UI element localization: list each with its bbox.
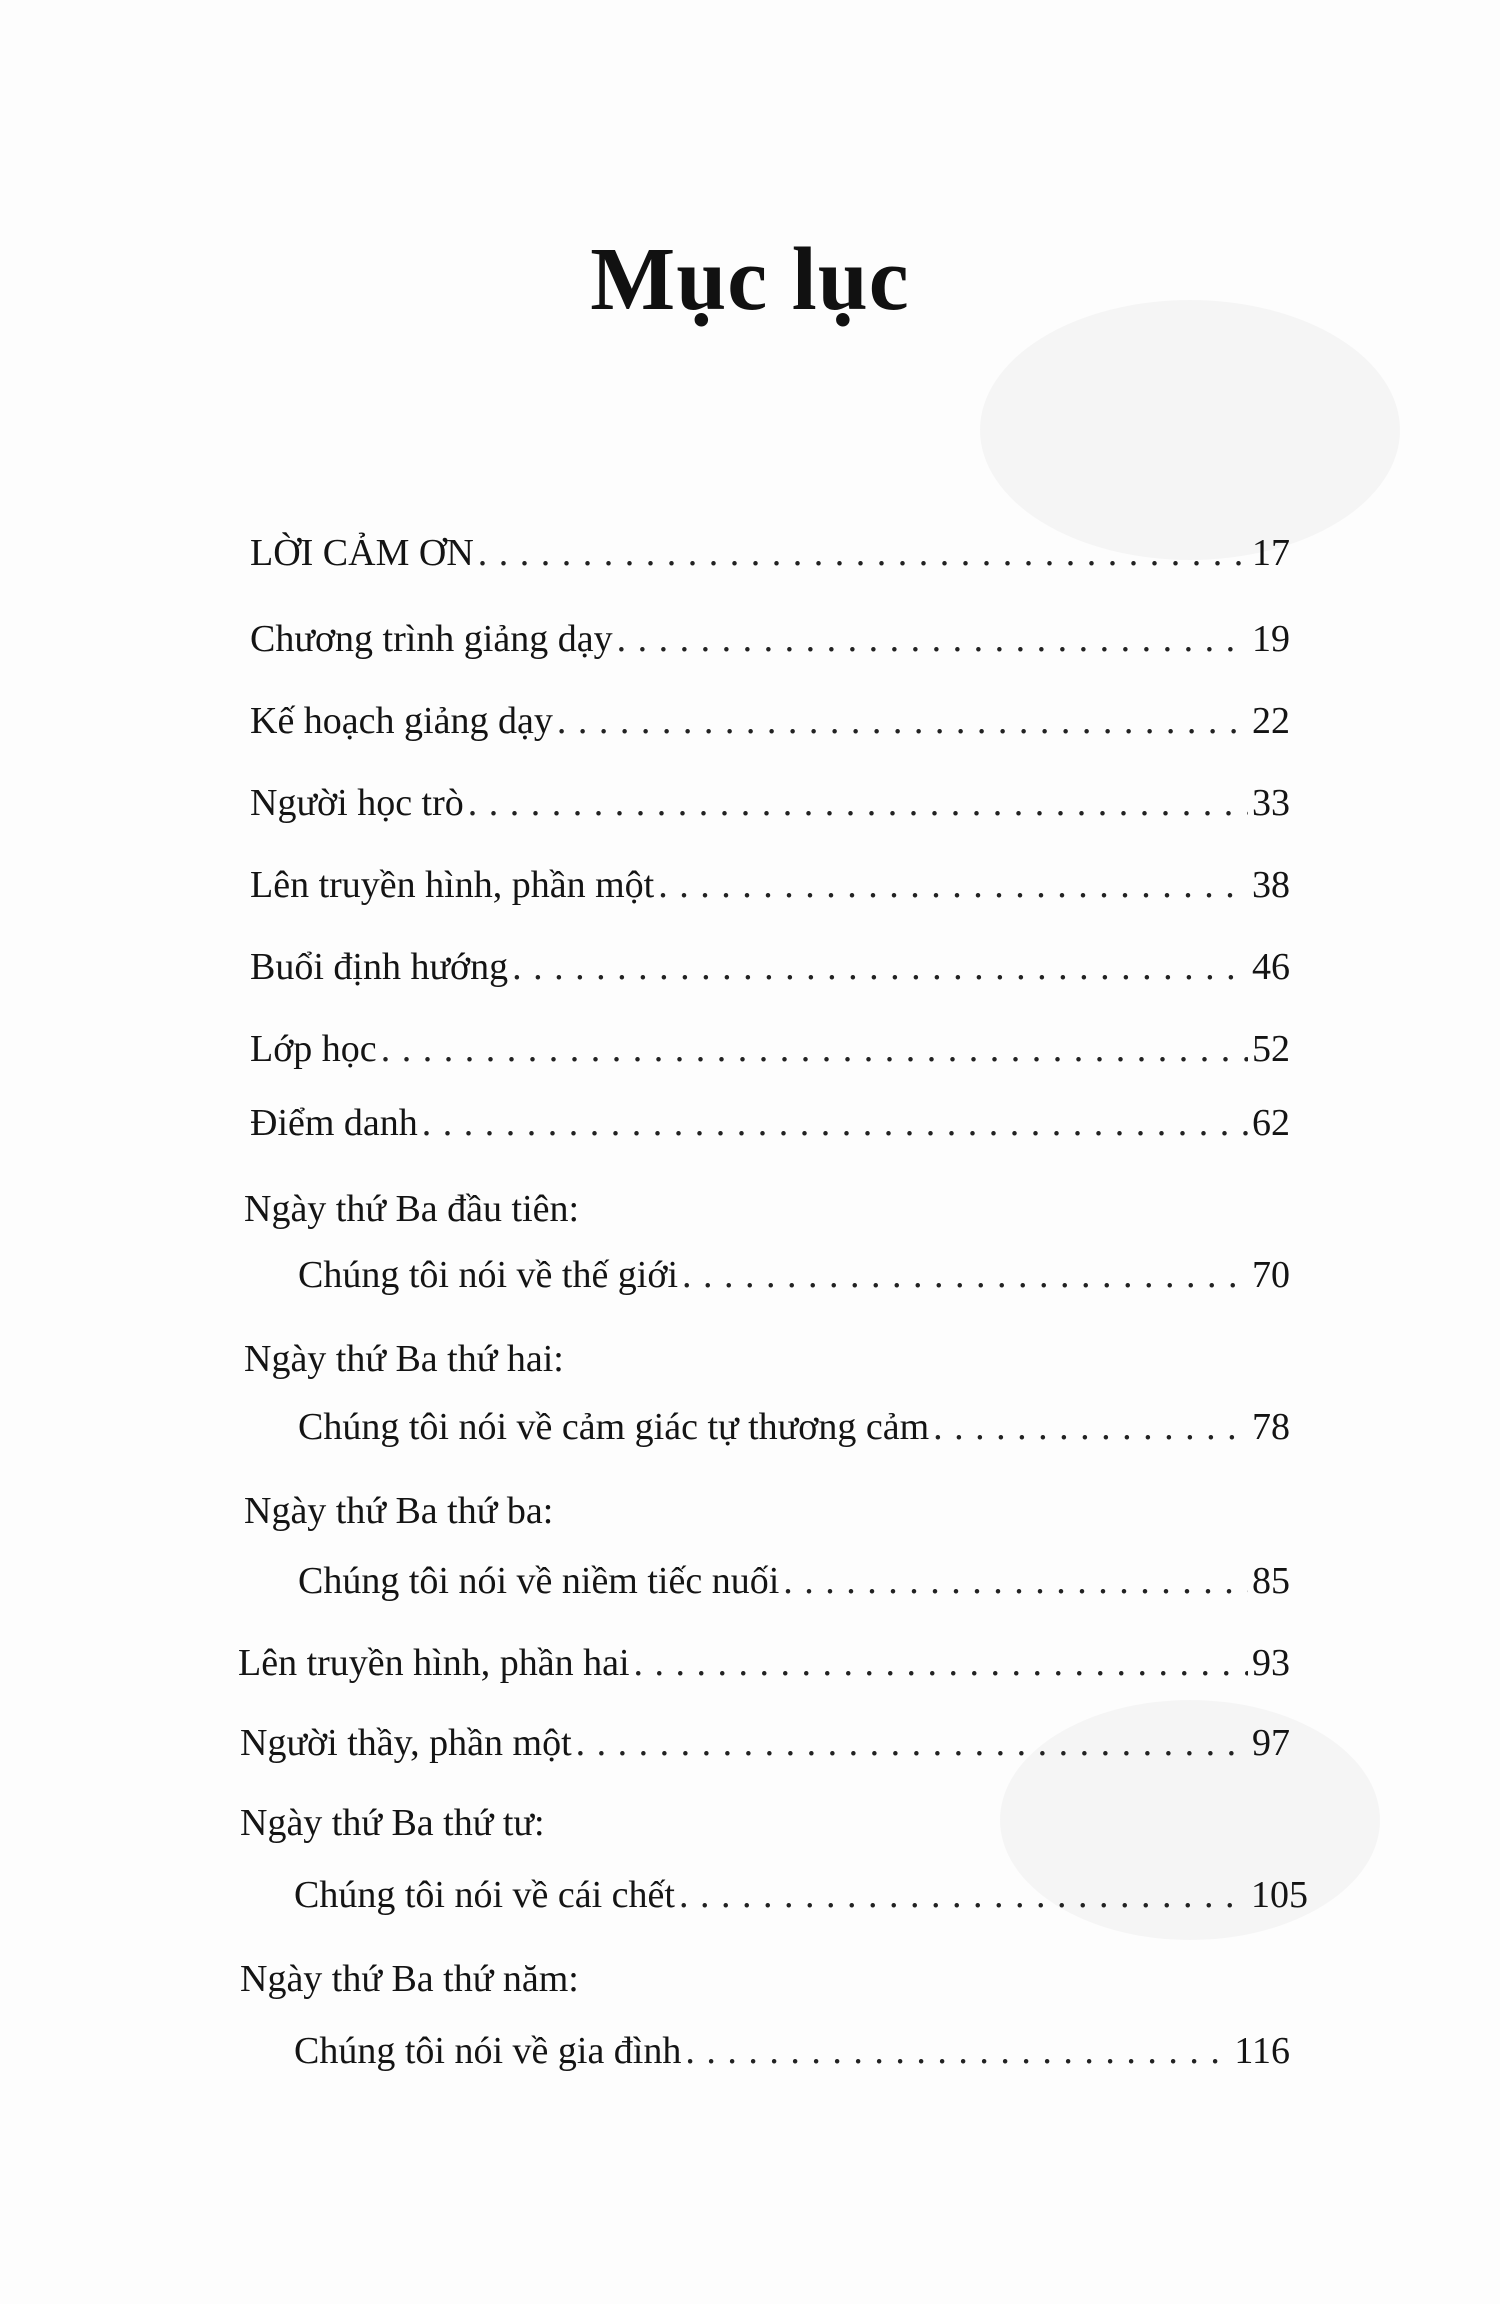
toc-section-heading: Ngày thứ Ba thứ ba: xyxy=(244,1490,554,1532)
page-title: Mục lục xyxy=(590,230,910,329)
dot-leader xyxy=(783,1558,1248,1604)
dot-leader xyxy=(658,862,1248,908)
dot-leader xyxy=(933,1404,1248,1450)
dot-leader xyxy=(682,1252,1248,1298)
toc-entry-label: Chúng tôi nói về cái chết xyxy=(294,1874,675,1916)
dot-leader xyxy=(576,1720,1248,1766)
dot-leader xyxy=(685,2028,1230,2074)
dot-leader xyxy=(634,1640,1248,1686)
toc-entry-page: 116 xyxy=(1234,2030,1290,2072)
toc-entry-page: 17 xyxy=(1252,532,1290,574)
toc-entry-page: 97 xyxy=(1252,1722,1290,1764)
toc-entry-page: 22 xyxy=(1252,700,1290,742)
toc-entry xyxy=(250,780,1290,826)
toc-entry-label: Chúng tôi nói về niềm tiếc nuối xyxy=(298,1560,780,1602)
toc-entry-page: 33 xyxy=(1252,782,1290,824)
toc-entry xyxy=(250,530,1290,576)
toc-entry xyxy=(294,2028,1290,2074)
dot-leader xyxy=(617,616,1248,662)
toc-entry-label: Chúng tôi nói về gia đình xyxy=(294,2030,682,2072)
toc-entry-label: Buổi định hướng xyxy=(250,946,509,988)
toc-entry-label: Lên truyền hình, phần một xyxy=(250,864,655,906)
toc-entry-label: Chúng tôi nói về cảm giác tự thương cảm xyxy=(298,1406,930,1448)
toc-section-heading: Ngày thứ Ba thứ năm: xyxy=(240,1958,579,2000)
toc-entry xyxy=(298,1252,1290,1298)
toc-entry xyxy=(250,698,1290,744)
toc-entry xyxy=(294,1872,1308,1918)
toc-entry-page: 38 xyxy=(1252,864,1290,906)
toc-entry-page: 62 xyxy=(1252,1102,1290,1144)
toc-entry xyxy=(250,944,1290,990)
toc-section-heading: Ngày thứ Ba thứ hai: xyxy=(244,1338,564,1380)
toc-entry-label: Lên truyền hình, phần hai xyxy=(238,1642,630,1684)
toc-section-heading: Ngày thứ Ba thứ tư: xyxy=(240,1802,545,1844)
toc-entry-label: Người học trò xyxy=(250,782,464,824)
dot-leader xyxy=(478,530,1248,576)
toc-entry xyxy=(240,1720,1290,1766)
toc-entry xyxy=(250,616,1290,662)
toc-entry xyxy=(238,1640,1290,1686)
toc-entry-page: 19 xyxy=(1252,618,1290,660)
toc-entry xyxy=(250,1100,1290,1146)
toc-entry xyxy=(250,1026,1290,1072)
toc-entry-page: 93 xyxy=(1252,1642,1290,1684)
dot-leader xyxy=(422,1100,1248,1146)
toc-section-heading: Ngày thứ Ba đầu tiên: xyxy=(244,1188,580,1230)
toc-entry-label: Kế hoạch giảng dạy xyxy=(250,700,553,742)
toc-entry xyxy=(298,1558,1290,1604)
toc-entry-page: 105 xyxy=(1251,1874,1308,1916)
toc-entry-page: 70 xyxy=(1252,1254,1290,1296)
bleed-through-shadow xyxy=(980,300,1400,560)
toc-entry-page: 85 xyxy=(1252,1560,1290,1602)
toc-entry-page: 78 xyxy=(1252,1406,1290,1448)
toc-entry-label: Người thầy, phần một xyxy=(240,1722,572,1764)
toc-entry-label: Chúng tôi nói về thế giới xyxy=(298,1254,679,1296)
dot-leader xyxy=(468,780,1248,826)
dot-leader xyxy=(557,698,1248,744)
toc-entry-page: 52 xyxy=(1252,1028,1290,1070)
dot-leader xyxy=(381,1026,1248,1072)
toc-entry-label: Lớp học xyxy=(250,1028,377,1070)
toc-entry-label: Điểm danh xyxy=(250,1102,418,1144)
toc-entry xyxy=(250,862,1290,908)
toc-entry-label: LỜI CẢM ƠN xyxy=(250,532,474,574)
toc-entry xyxy=(298,1404,1290,1450)
toc-entry-label: Chương trình giảng dạy xyxy=(250,618,613,660)
toc-entry-page: 46 xyxy=(1252,946,1290,988)
dot-leader xyxy=(679,1872,1247,1918)
dot-leader xyxy=(512,944,1248,990)
